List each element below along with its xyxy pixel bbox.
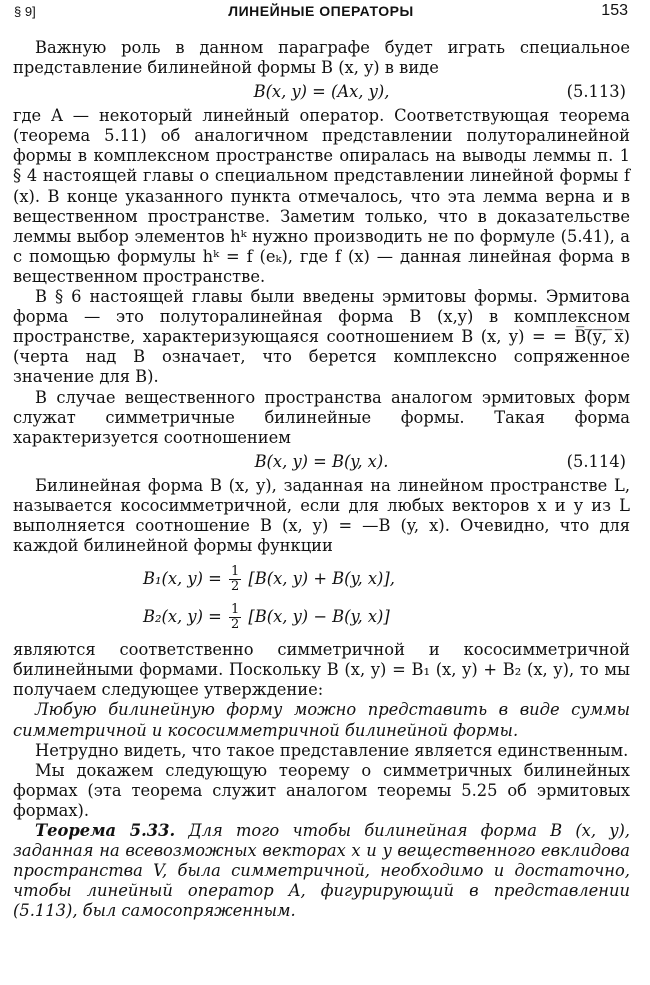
paragraph-skew: Билинейная форма B (x, y), заданная на линейном пространстве L, называется кососимметричной, если для любых векторов x и y из L выполняется соотношение B (x, y) = —B (y, x). Очевидно, что для каждой билинейной формы функции bbox=[13, 475, 630, 556]
equation-5-113 bbox=[13, 81, 630, 103]
paragraph-real-case: В случае вещественного пространства аналогом эрмитовых форм служат симметричные билинейные формы. Такая форма характеризуется соотношением bbox=[13, 387, 630, 447]
paragraph-theorem-intro: Мы докажем следующую теорему о симметричных билинейных формах (эта теорема служит аналогом теоремы 5.25 об эрмитовых формах). bbox=[13, 760, 630, 820]
theorem-text: Для того чтобы билинейная форма B (x, y), заданная на всевозможных векторах x и y вещественного евклидова пространства V, была симметричной, необходимо и достаточно, чтобы линейный оператор A, фигурирующий в представлении (5.113), был самосопряженным. bbox=[13, 821, 630, 921]
fraction bbox=[229, 565, 241, 594]
theorem-5-33 bbox=[13, 821, 630, 921]
fraction bbox=[229, 603, 241, 632]
equation-formula: B(x, y) = (Ax, y), bbox=[253, 82, 390, 102]
fraction-denominator: 2 bbox=[230, 579, 240, 595]
page-body bbox=[13, 38, 630, 921]
paragraph-lemma: где A — некоторый линейный оператор. Соответствующая теорема (теорема 5.11) об аналогичном представлении полуторалинейной формы в комплексном пространстве опиралась на выводы леммы п. 1 § 4 настоящей главы о специальном представлении линейной формы f (x). В конце указанного пункта отмечалось, что эта лемма верна и в вещественном пространстве. Заметим только, что в доказательстве леммы выбор элементов hᵏ нужно производить не по формуле (5.41), а с помощью формулы hᵏ = f (eₖ), где f (x) — данная линейная форма в вещественном пространстве. bbox=[13, 106, 630, 286]
equation-rhs: [B(x, y) + B(y, x)], bbox=[248, 569, 395, 589]
statement-italic: Любую билинейную форму можно представить в виде суммы симметричной и кососимметричной билинейной формы. bbox=[13, 700, 630, 740]
equation-number: (5.114) bbox=[566, 451, 626, 471]
running-title: ЛИНЕЙНЫЕ ОПЕРАТОРЫ bbox=[228, 3, 414, 19]
fraction-numerator: 1 bbox=[230, 564, 240, 580]
equation-lhs: B₁(x, y) = bbox=[143, 569, 222, 589]
paragraph-intro: Важную роль в данном параграфе будет играть специальное представление билинейной формы B (x, y) в виде bbox=[13, 38, 630, 78]
paragraph-uniqueness: Нетрудно видеть, что такое представление является единственным. bbox=[35, 740, 629, 760]
theorem-label: Теорема 5.33. bbox=[35, 821, 176, 840]
equation-number: (5.113) bbox=[566, 82, 626, 102]
equation-formula: B(x, y) = B(y, x). bbox=[254, 451, 389, 471]
fraction-numerator: 1 bbox=[230, 602, 240, 618]
paragraph-decomposition: являются соответственно симметричной и кососимметричной билинейными формами. Поскольку B (x, y) = B₁ (x, y) + B₂ (x, y), то мы получаем следующее утверждение: bbox=[13, 640, 630, 700]
equation-5-114 bbox=[13, 451, 630, 473]
fraction-denominator: 2 bbox=[230, 617, 240, 633]
page-number: 153 bbox=[601, 2, 628, 19]
equation-b1 bbox=[13, 562, 630, 596]
equation-b2 bbox=[13, 600, 630, 634]
running-header bbox=[14, 2, 628, 24]
paragraph-hermitian: В § 6 настоящей главы были введены эрмитовы формы. Эрмитова форма — это полуторалинейная форма B (x,y) в комплексном пространстве, характеризующаяся соотношением B (x, y) = = B̅(̅y̅,̅ ̅x̅) (черта над B означает, что берется комплексно сопряженное значение для B). bbox=[13, 287, 630, 387]
equation-rhs: [B(x, y) − B(y, x)] bbox=[248, 607, 390, 627]
section-marker: § 9] bbox=[14, 4, 36, 19]
equation-lhs: B₂(x, y) = bbox=[143, 607, 222, 627]
